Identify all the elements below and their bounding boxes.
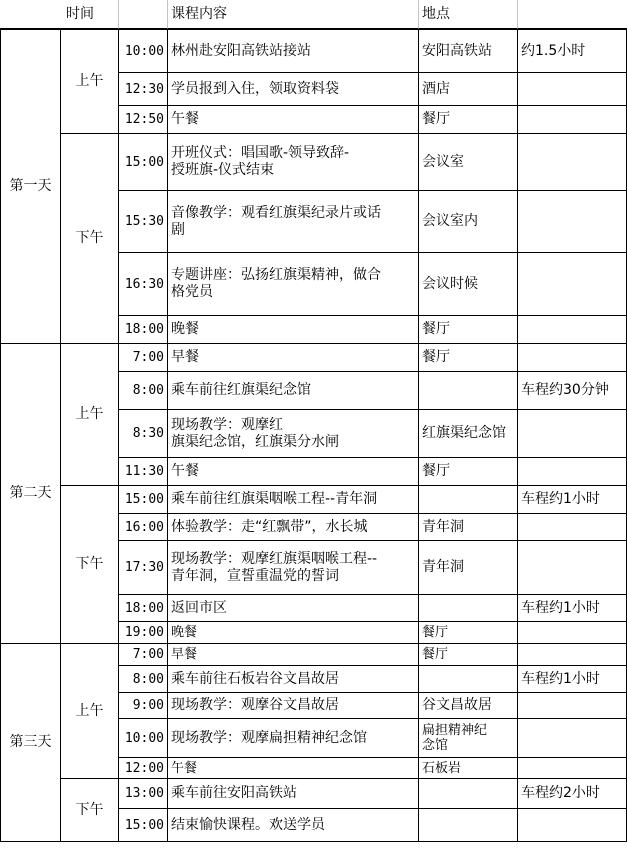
content-cell xyxy=(168,372,419,410)
header-location: 地点 xyxy=(422,5,450,22)
location-cell xyxy=(419,458,518,486)
note-cell xyxy=(518,316,627,344)
note: 车程约1小时 xyxy=(521,599,600,616)
location: 石板岩 xyxy=(422,760,462,776)
time-slot: 15:00 xyxy=(124,492,164,507)
location: 青年洞 xyxy=(422,559,464,575)
time-cell xyxy=(119,191,168,253)
time-slot: 19:00 xyxy=(124,625,164,640)
location-cell xyxy=(419,644,518,666)
location: 餐厅 xyxy=(422,349,450,365)
course-content: 现场教学：观摩红 旗渠纪念馆，红旗渠分水闸 xyxy=(171,416,339,450)
note-cell xyxy=(518,344,627,372)
course-content: 早餐 xyxy=(171,647,198,662)
time-cell xyxy=(119,622,168,644)
location: 餐厅 xyxy=(422,647,449,662)
period-cell xyxy=(61,779,119,842)
note-cell xyxy=(518,458,627,486)
course-content: 乘车前往红旗渠咽喉工程--青年洞 xyxy=(171,491,378,507)
time-slot: 11:30 xyxy=(124,464,164,479)
time-cell xyxy=(119,29,168,73)
location-cell xyxy=(419,719,518,758)
period-label: 上午 xyxy=(75,73,104,89)
note-cell xyxy=(518,779,627,809)
note-cell xyxy=(518,541,627,595)
note: 车程约2小时 xyxy=(521,785,600,801)
course-content: 乘车前往红旗渠纪念馆 xyxy=(171,382,311,398)
content-cell xyxy=(168,134,419,191)
location-cell xyxy=(419,758,518,779)
location-cell xyxy=(419,779,518,809)
note-cell xyxy=(518,486,627,514)
location: 会议室内 xyxy=(422,213,478,229)
note-cell xyxy=(518,106,627,134)
header-note-cell xyxy=(518,0,627,29)
location-cell xyxy=(419,316,518,344)
time-slot: 17:30 xyxy=(124,560,164,575)
time-cell xyxy=(119,666,168,693)
content-cell xyxy=(168,666,419,693)
location-cell xyxy=(419,29,518,73)
note-cell xyxy=(518,719,627,758)
content-cell xyxy=(168,779,419,809)
note-cell xyxy=(518,372,627,410)
location-cell xyxy=(419,106,518,134)
content-cell xyxy=(168,106,419,134)
header-location-cell xyxy=(419,0,518,29)
note-cell xyxy=(518,514,627,541)
note-cell xyxy=(518,29,627,73)
content-cell xyxy=(168,486,419,514)
period-cell xyxy=(61,344,119,486)
location: 餐厅 xyxy=(422,111,450,127)
content-cell xyxy=(168,458,419,486)
time-cell xyxy=(119,719,168,758)
time-slot: 15:00 xyxy=(124,154,164,170)
content-cell xyxy=(168,191,419,253)
time-cell xyxy=(119,134,168,191)
time-cell xyxy=(119,253,168,316)
time-slot: 7:00 xyxy=(132,647,164,662)
location-cell xyxy=(419,253,518,316)
day-label: 第一天 xyxy=(9,178,52,194)
course-content: 早餐 xyxy=(171,349,199,365)
content-cell xyxy=(168,344,419,372)
note-cell xyxy=(518,809,627,842)
note-cell xyxy=(518,410,627,458)
period-label: 上午 xyxy=(75,406,104,422)
course-content: 现场教学：观摩红旗渠咽喉工程-- 青年洞，宣誓重温党的誓词 xyxy=(171,550,378,584)
time-cell xyxy=(119,809,168,842)
day-label: 第三天 xyxy=(9,734,52,750)
note-cell xyxy=(518,134,627,191)
content-cell xyxy=(168,253,419,316)
time-cell xyxy=(119,486,168,514)
time-slot: 16:00 xyxy=(124,519,164,535)
location: 酒店 xyxy=(422,80,450,97)
note-cell xyxy=(518,191,627,253)
time-slot: 15:30 xyxy=(124,214,164,229)
header-time-column-cell xyxy=(119,0,168,29)
day-cell xyxy=(0,644,61,842)
period-cell xyxy=(61,29,119,134)
location-cell xyxy=(419,134,518,191)
course-content: 专题讲座：弘扬红旗渠精神，做合 格党员 xyxy=(171,267,381,300)
content-cell xyxy=(168,410,419,458)
time-slot: 12:00 xyxy=(124,760,164,776)
time-cell xyxy=(119,514,168,541)
content-cell xyxy=(168,29,419,73)
note-cell xyxy=(518,595,627,622)
period-label: 上午 xyxy=(75,702,104,719)
note: 车程约1小时 xyxy=(521,670,600,687)
course-content: 午餐 xyxy=(171,760,198,776)
location-cell xyxy=(419,372,518,410)
location: 会议室 xyxy=(422,153,464,170)
course-content: 乘车前往安阳高铁站 xyxy=(171,785,297,801)
time-slot: 9:00 xyxy=(132,698,164,713)
content-cell xyxy=(168,809,419,842)
time-slot: 8:00 xyxy=(132,671,164,687)
period-cell xyxy=(61,134,119,344)
note-cell xyxy=(518,73,627,106)
course-content: 音像教学：观看红旗渠纪录片或话 剧 xyxy=(171,204,381,238)
course-content: 学员报到入住，领取资料袋 xyxy=(171,80,339,97)
time-slot: 12:50 xyxy=(124,112,164,127)
content-cell xyxy=(168,595,419,622)
header-content-cell xyxy=(168,0,419,29)
course-content: 现场教学：观摩扁担精神纪念馆 xyxy=(171,729,367,746)
location-cell xyxy=(419,514,518,541)
time-slot: 12:30 xyxy=(124,81,164,97)
course-content: 林州赴安阳高铁站接站 xyxy=(171,42,311,59)
time-cell xyxy=(119,372,168,410)
time-cell xyxy=(119,316,168,344)
note: 约1.5小时 xyxy=(521,42,586,59)
time-cell xyxy=(119,106,168,134)
time-cell xyxy=(119,344,168,372)
location: 餐厅 xyxy=(422,463,450,479)
period-cell xyxy=(61,486,119,644)
location: 餐厅 xyxy=(422,321,450,337)
time-cell xyxy=(119,410,168,458)
course-content: 午餐 xyxy=(171,463,199,479)
content-cell xyxy=(168,514,419,541)
location-cell xyxy=(419,541,518,595)
location-cell xyxy=(419,344,518,372)
course-content: 体验教学：走“红飘带”，水长城 xyxy=(171,518,368,535)
time-cell xyxy=(119,541,168,595)
note-cell xyxy=(518,758,627,779)
time-cell xyxy=(119,758,168,779)
content-cell xyxy=(168,719,419,758)
location: 红旗渠纪念馆 xyxy=(422,425,506,441)
time-slot: 7:00 xyxy=(132,350,164,365)
course-content: 返回市区 xyxy=(171,599,227,616)
location-cell xyxy=(419,73,518,106)
time-slot: 8:30 xyxy=(132,426,164,441)
location: 谷文昌故居 xyxy=(422,697,492,713)
content-cell xyxy=(168,541,419,595)
time-cell xyxy=(119,779,168,809)
period-label: 下午 xyxy=(75,230,104,246)
course-content: 现场教学：观摩谷文昌故居 xyxy=(171,697,339,713)
time-cell xyxy=(119,458,168,486)
time-slot: 15:00 xyxy=(124,817,164,833)
location-cell xyxy=(419,486,518,514)
location: 餐厅 xyxy=(422,625,449,640)
location: 安阳高铁站 xyxy=(422,42,492,59)
period-label: 下午 xyxy=(75,556,104,572)
location-cell xyxy=(419,622,518,644)
course-content: 开班仪式：唱国歌-领导致辞- 授班旗-仪式结束 xyxy=(171,145,350,178)
course-content: 结束愉快课程。欢送学员 xyxy=(171,816,325,833)
location-cell xyxy=(419,666,518,693)
location: 青年洞 xyxy=(422,518,464,535)
note-cell xyxy=(518,693,627,719)
course-content: 乘车前往石板岩谷文昌故居 xyxy=(171,670,339,687)
course-content: 午餐 xyxy=(171,111,199,127)
time-slot: 10:00 xyxy=(124,730,164,746)
time-slot: 18:00 xyxy=(124,322,164,337)
content-cell xyxy=(168,622,419,644)
note-cell xyxy=(518,253,627,316)
time-cell xyxy=(119,644,168,666)
header-time-cell xyxy=(0,0,119,29)
time-cell xyxy=(119,595,168,622)
header-time: 时间 xyxy=(66,5,94,22)
time-cell xyxy=(119,693,168,719)
location-cell xyxy=(419,693,518,719)
time-slot: 18:00 xyxy=(124,600,164,616)
content-cell xyxy=(168,73,419,106)
location-cell xyxy=(419,191,518,253)
note: 车程约30分钟 xyxy=(521,382,609,398)
time-slot: 16:30 xyxy=(124,276,164,292)
note: 车程约1小时 xyxy=(521,491,600,507)
course-content: 晚餐 xyxy=(171,321,199,337)
location-cell xyxy=(419,809,518,842)
location: 会议时候 xyxy=(422,275,478,292)
day-cell xyxy=(0,344,61,644)
header-content: 课程内容 xyxy=(171,5,227,22)
time-slot: 13:00 xyxy=(124,786,164,801)
time-slot: 8:00 xyxy=(132,383,164,398)
content-cell xyxy=(168,693,419,719)
time-slot: 10:00 xyxy=(124,43,164,59)
location-cell xyxy=(419,595,518,622)
location: 扁担精神纪 念馆 xyxy=(422,723,488,753)
note-cell xyxy=(518,622,627,644)
day-label: 第二天 xyxy=(9,485,52,501)
period-label: 下午 xyxy=(75,801,104,818)
note-cell xyxy=(518,644,627,666)
content-cell xyxy=(168,316,419,344)
time-cell xyxy=(119,73,168,106)
course-content: 晚餐 xyxy=(171,625,198,640)
location-cell xyxy=(419,410,518,458)
note-cell xyxy=(518,666,627,693)
day-cell xyxy=(0,29,61,344)
content-cell xyxy=(168,758,419,779)
content-cell xyxy=(168,644,419,666)
period-cell xyxy=(61,644,119,779)
